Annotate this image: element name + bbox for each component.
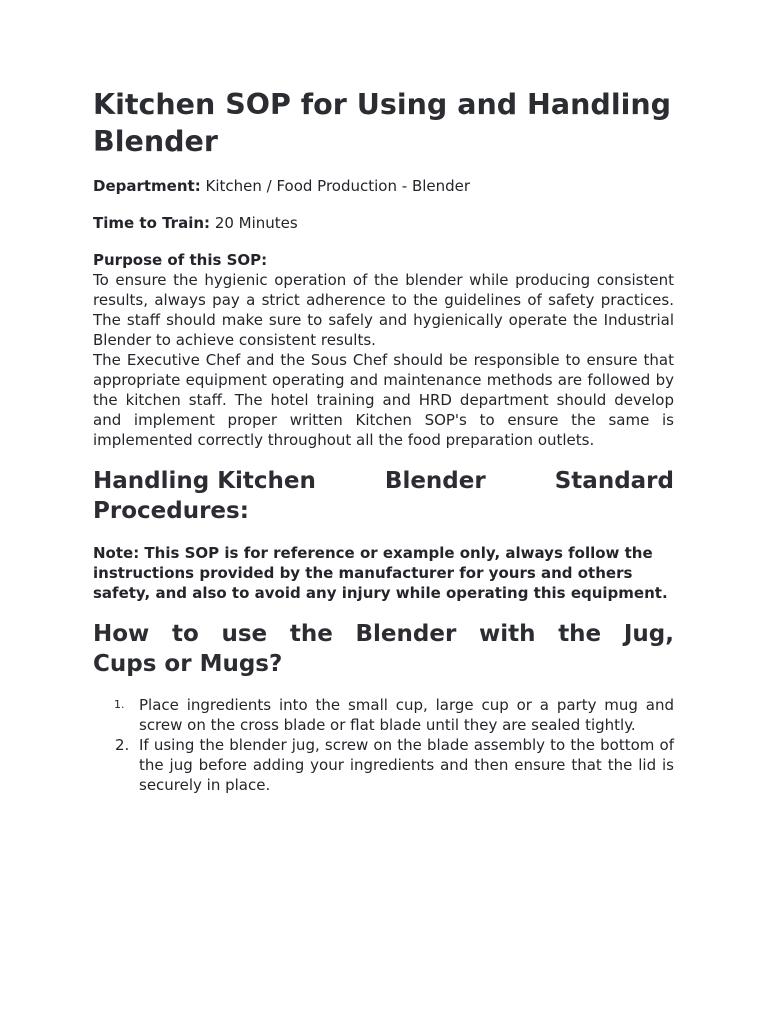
handling-heading-line2: Procedures:: [93, 498, 249, 524]
howto-heading-word: the: [289, 621, 333, 647]
howto-heading-word: use: [221, 621, 268, 647]
howto-heading-word: the: [558, 621, 602, 647]
time-to-train-value: 20 Minutes: [214, 214, 298, 232]
step-text: If using the blender jug, screw on the blade assembly to the bottom of the jug before adding your ingredients and then ensure that the lid is securely in place.: [139, 736, 674, 794]
purpose-paragraph: To ensure the hygienic operation of the blender while producing consistent results, always pay a strict adherence to the guidelines of safety practices. The staff should make sure to safely and hygienically operate the Industrial Blender to achieve consistent results.: [93, 271, 674, 349]
howto-section-heading: [93, 619, 674, 679]
step-number: 2.: [115, 736, 130, 754]
responsibility-paragraph: The Executive Chef and the Sous Chef should be responsible to ensure that appropriate equipment operating and maintenance methods are followed by the kitchen staff. The hotel training and HRD department should develop and implement proper written Kitchen SOP's to ensure the same is implemented correctly throughout all the food preparation outlets.: [93, 351, 674, 449]
purpose-heading: Purpose of this SOP:: [93, 251, 268, 269]
department-label: Department:: [93, 177, 201, 195]
document-page: [93, 86, 674, 795]
howto-heading-word: How: [93, 621, 150, 647]
handling-section-heading: [93, 466, 674, 526]
howto-heading-word: Jug,: [623, 621, 674, 647]
howto-heading-word: to: [172, 621, 199, 647]
howto-heading-word: with: [478, 621, 536, 647]
list-item: [93, 695, 674, 735]
list-item: [93, 735, 674, 795]
handling-heading-word: Standard: [554, 468, 674, 494]
page-title: Kitchen SOP for Using and Handling Blender: [93, 88, 672, 158]
step-text: Place ingredients into the small cup, large cup or a party mug and screw on the cross blade or flat blade until they are sealed tightly.: [139, 696, 674, 734]
manufacturer-note: Note: This SOP is for reference or example only, always follow the instructions provided by the manufacturer for yours and others safety, and also to avoid any injury while operating this equipment.: [93, 544, 668, 602]
department-line: [93, 176, 674, 196]
time-to-train-line: [93, 213, 674, 233]
steps-list: [93, 695, 674, 795]
step-number: 1.: [114, 698, 125, 711]
time-to-train-label: Time to Train:: [93, 214, 211, 232]
department-value: Kitchen / Food Production - Blender: [205, 177, 471, 195]
handling-heading-word: Handling Kitchen: [93, 468, 316, 494]
handling-heading-word: Blender: [384, 468, 486, 494]
howto-heading-line2: Cups or Mugs?: [93, 651, 283, 677]
howto-heading-word: Blender: [355, 621, 457, 647]
